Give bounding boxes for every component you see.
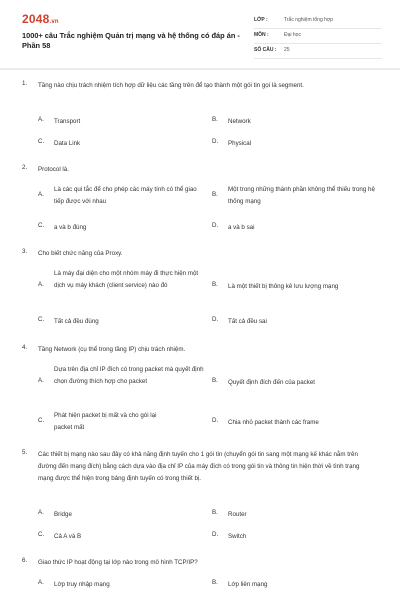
option-letter: A.: [38, 191, 44, 198]
question-number: 6.: [22, 557, 28, 564]
option-text: Là các qui tắc để cho phép các máy tính có thể giao tiếp được với nhau: [54, 186, 197, 206]
option-letter: B.: [212, 281, 218, 288]
question-text: Tầng Network (cụ thể trong tầng IP) chịu trách nhiệm.: [38, 346, 186, 353]
option-letter: D.: [212, 531, 219, 538]
option-letter: A.: [38, 377, 44, 384]
question-number: 5.: [22, 449, 28, 456]
meta-row-subject: [254, 29, 382, 44]
question-text: Giao thức IP hoạt động tại lớp nào trong mô hình TCP/IP?: [38, 559, 198, 566]
meta-label: MÔN :: [254, 32, 269, 38]
question-text: Cho biết chức năng của Proxy.: [38, 250, 123, 257]
option-text: Cả A và B: [54, 533, 82, 540]
question-text: Tầng nào chịu trách nhiệm tích hợp dữ liệu các tầng trên để tạo thành một gói tin gọi là segment.: [38, 82, 304, 89]
option-letter: C.: [38, 417, 45, 424]
question-text: Protocol là.: [38, 166, 69, 173]
option-text: Tất cả đều sai: [228, 318, 267, 325]
option-text: a và b đúng: [54, 224, 87, 231]
option-text: Dựa trên địa chỉ IP đích có trong packet mà quyết định chọn đường thích hợp cho packet: [54, 366, 204, 386]
option-letter: C.: [38, 138, 45, 145]
site-logo[interactable]: [22, 12, 59, 26]
meta-info: [254, 14, 382, 59]
option-text: Là máy đại diện cho một nhóm máy đi thực hiện một dịch vụ máy khách (client service) nào đó: [54, 270, 199, 290]
page-header: [0, 0, 400, 65]
option-letter: D.: [212, 138, 219, 145]
option-letter: C.: [38, 531, 45, 538]
meta-row-class: [254, 14, 382, 29]
option-text: Một trong những thành phần không thể thiếu trong hệ thống mạng: [228, 186, 375, 206]
option-text: Là một thiết bị thông kê lưu lượng mạng: [228, 283, 339, 290]
option-text: Lớp truy nhập mạng: [54, 581, 110, 588]
option-letter: D.: [212, 417, 219, 424]
option-text: Phát hiện packet bị mất và cho gói lại packet mất: [54, 412, 157, 432]
meta-label: SỐ CÂU :: [254, 47, 277, 53]
question-number: 1.: [22, 80, 28, 87]
meta-row-count: [254, 44, 382, 59]
option-text: a và b sai: [228, 224, 255, 231]
meta-value: 25: [284, 47, 290, 53]
document-title: 1000+ câu Trắc nghiệm Quản trị mạng và hệ thống có đáp án - Phần 58: [22, 31, 240, 50]
option-text: Physical: [228, 140, 252, 147]
option-letter: D.: [212, 222, 219, 229]
option-letter: C.: [38, 222, 45, 229]
logo-suffix: .vn: [49, 19, 59, 25]
option-letter: B.: [212, 116, 218, 123]
option-letter: D.: [212, 316, 219, 323]
option-letter: C.: [38, 316, 45, 323]
option-letter: A.: [38, 116, 44, 123]
option-letter: B.: [212, 579, 218, 586]
question-number: 4.: [22, 344, 28, 351]
option-text: Lớp liên mạng: [228, 581, 268, 588]
question-number: 3.: [22, 248, 28, 255]
option-text: Switch: [228, 533, 247, 540]
option-text: Tất cả đều đúng: [54, 318, 99, 325]
meta-value: Trắc nghiệm tổng hợp: [284, 17, 333, 23]
option-letter: A.: [38, 509, 44, 516]
question-text: Các thiết bị mạng nào sau đây có khả năng định tuyến cho 1 gói tin (chuyển gói tin sang một mạng kế khác nằm trên đường đến mạng đích) bằng cách dựa vào địa chỉ IP của máy đích có trong gói tin và thông tin hiện thời về tình trạng mạng được thể hiện trong bảng định tuyến có trong thiết bị.: [38, 451, 360, 483]
question-number: 2.: [22, 164, 28, 171]
option-letter: A.: [38, 579, 44, 586]
option-text: Chia nhỏ packet thành các frame: [228, 419, 319, 426]
meta-value: Đại học: [284, 32, 301, 38]
option-text: Router: [228, 511, 247, 518]
option-text: Network: [228, 118, 251, 125]
logo-text: 2048: [22, 12, 50, 26]
option-text: Quyết định đích đến của packet: [228, 379, 316, 386]
option-letter: A.: [38, 281, 44, 288]
meta-label: LỚP :: [254, 17, 268, 23]
option-letter: B.: [212, 377, 218, 384]
option-letter: B.: [212, 191, 218, 198]
option-text: Data Link: [54, 140, 81, 147]
option-letter: B.: [212, 509, 218, 516]
header-divider: [0, 68, 400, 70]
option-text: Transport: [54, 118, 81, 125]
option-text: Bridge: [54, 511, 72, 518]
